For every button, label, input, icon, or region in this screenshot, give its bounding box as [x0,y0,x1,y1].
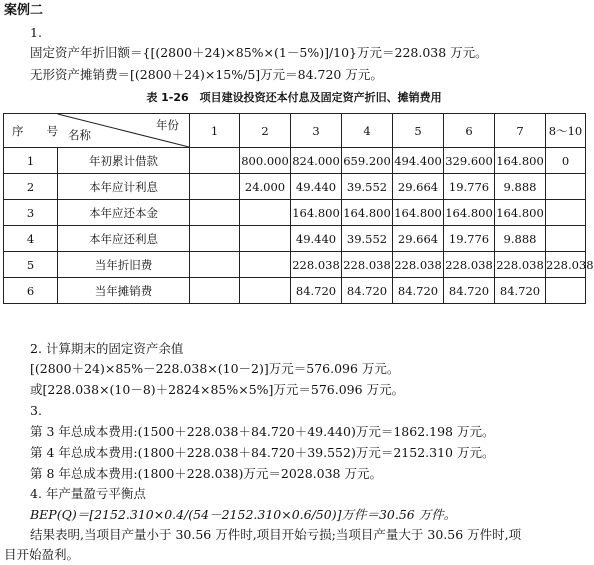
table-row [4,174,586,200]
row-seq: 2 [4,174,58,200]
conclusion-line-1: 结果表明,当项目产量小于 30.56 万件时,项目开始亏损;当项目产量大于 30.56 万件时,项 [30,527,522,542]
table-row [4,226,586,252]
header-year-3: 3 [291,114,342,148]
row-seq: 5 [4,252,58,278]
table-row [4,200,586,226]
section-1-number: 1. [30,25,42,40]
row-value-cell [190,200,240,226]
row-value-cell: 164.800 [444,200,495,226]
table-row [4,278,586,304]
row-value-cell: 164.800 [393,200,444,226]
case-heading: 案例二 [4,3,44,18]
residual-value-formula-1: [(2800＋24)×85%－228.038×(10－2)]万元＝576.096 万元。 [30,361,400,376]
row-value-cell [546,174,586,200]
row-value-cell: 9.888 [495,174,546,200]
row-value-cell: 164.800 [342,200,393,226]
row-value-cell: 49.440 [291,226,342,252]
row-value-cell: 228.038 [342,252,393,278]
header-year-label: 年份 [156,118,179,132]
row-name: 本年应还利息 [58,226,190,252]
row-name: 当年折旧费 [58,252,190,278]
year-4-total-cost: 第 4 年总成本费用:(1800＋228.038＋84.720＋39.552)万元＝2152.310 万元。 [30,445,495,460]
row-value-cell: 164.800 [495,200,546,226]
row-value-cell: 824.000 [291,148,342,174]
bep-formula: BEP(Q)＝[2152.310×0.4/(54－2152.310×0.6/50)]万件＝30.56 万件。 [30,507,457,522]
conclusion-line-2: 目开始盈利。 [4,547,80,562]
row-value-cell: 164.800 [495,148,546,174]
header-year-7: 7 [495,114,546,148]
row-value-cell [546,200,586,226]
row-value-cell [240,278,291,304]
row-value-cell [240,226,291,252]
row-value-cell: 49.440 [291,174,342,200]
row-name: 本年应还本金 [58,200,190,226]
row-value-cell: 228.038 [393,252,444,278]
header-year-8-10: 8～10 [546,114,586,148]
row-value-cell [240,252,291,278]
table-row [4,252,586,278]
row-value-cell [546,226,586,252]
row-seq: 1 [4,148,58,174]
row-value-cell [190,278,240,304]
table-row [4,148,586,174]
row-value-cell [546,278,586,304]
header-name-label: 名称 [68,128,91,142]
header-year-5: 5 [393,114,444,148]
row-value-cell: 228.038 [495,252,546,278]
row-value-cell: 39.552 [342,226,393,252]
header-year-2: 2 [240,114,291,148]
year-8-total-cost: 第 8 年总成本费用:(1800＋228.038)万元＝2028.038 万元。 [30,466,382,481]
row-name: 年初累计借款 [58,148,190,174]
row-value-cell: 39.552 [342,174,393,200]
row-value-cell: 84.720 [291,278,342,304]
row-value-cell: 164.800 [291,200,342,226]
row-value-cell: 84.720 [393,278,444,304]
row-value-cell: 9.888 [495,226,546,252]
header-seq-label: 序 号 [12,124,58,138]
row-value-cell: 494.400 [393,148,444,174]
header-year-1: 1 [190,114,240,148]
table-header-row [4,114,586,148]
repayment-table [3,113,594,304]
row-value-cell: 84.720 [495,278,546,304]
depreciation-formula: 固定资产年折旧额＝{[(2800＋24)×85%×(1－5%)]/10}万元＝228.038 万元。 [30,45,488,60]
amortization-formula: 无形资产摊销费＝[(2800＋24)×15%/5]万元＝84.720 万元。 [30,67,383,82]
table-caption: 表 1-26 项目建设投资还本付息及固定资产折旧、摊销费用 [146,91,442,104]
header-diagonal-cell [4,114,190,148]
row-value-cell [190,174,240,200]
row-seq: 6 [4,278,58,304]
header-year-4: 4 [342,114,393,148]
row-value-cell: 84.720 [342,278,393,304]
row-value-cell: 19.776 [444,226,495,252]
row-value-cell: 29.664 [393,174,444,200]
section-4-title: 4. 年产量盈亏平衡点 [30,486,146,501]
row-seq: 3 [4,200,58,226]
row-value-cell: 0 [546,148,586,174]
section-2-title: 2. 计算期末的固定资产余值 [30,341,184,356]
row-value-cell: 329.600 [444,148,495,174]
row-value-cell: 19.776 [444,174,495,200]
row-value-cell: 84.720 [444,278,495,304]
row-value-cell [190,252,240,278]
row-name: 当年摊销费 [58,278,190,304]
row-value-cell [240,200,291,226]
row-value-cell [190,226,240,252]
section-3-number: 3. [30,403,42,418]
row-seq: 4 [4,226,58,252]
row-value-cell: 659.200 [342,148,393,174]
row-value-cell: 29.664 [393,226,444,252]
row-value-cell: 228.038 [291,252,342,278]
row-value-cell: 228.038 [546,252,586,278]
row-name: 本年应计利息 [58,174,190,200]
row-value-cell: 228.038 [444,252,495,278]
header-year-6: 6 [444,114,495,148]
row-value-cell [190,148,240,174]
row-value-cell: 800.000 [240,148,291,174]
residual-value-formula-2: 或[228.038×(10－8)＋2824×85%×5%]万元＝576.096 万元。 [30,382,405,397]
row-value-cell: 24.000 [240,174,291,200]
year-3-total-cost: 第 3 年总成本费用:(1500＋228.038＋84.720＋49.440)万元＝1862.198 万元。 [30,424,495,439]
